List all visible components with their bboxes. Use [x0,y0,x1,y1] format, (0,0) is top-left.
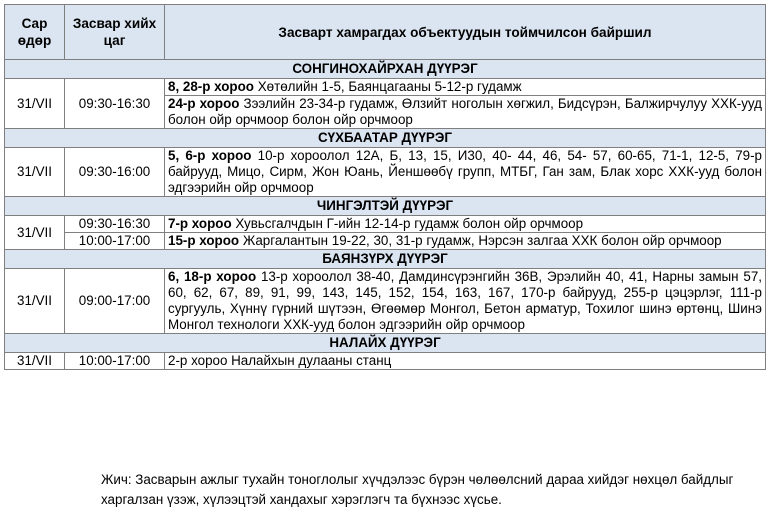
location-cell [165,233,766,250]
location-text: 10-р хороолол 12А, Б, 13, 15, И30, 40- 44, 46, 54- 57, 60-65, 71-1, 12-5, 79-р байрууд, Мицо, Сирм, Жон Юань, Йеншөөбү групп, МТБГ, Ган зам, Блак хорс ХХК-ууд болон эдгээрийн ойр орчмоор [168,148,762,195]
district-heading: СОНГИНОХАЙРХАН ДҮҮРЭГ [5,60,766,79]
location-cell [165,148,766,197]
time-cell: 10:00-17:00 [65,233,165,250]
time-cell: 09:30-16:30 [65,216,165,233]
table-row [5,148,766,197]
location-cell [165,216,766,233]
table-row [5,216,766,233]
location-cell [165,353,766,370]
khoroo-label: 5, 6-р хороо [168,148,252,163]
table-row [5,269,766,334]
time-cell: 09:00-17:00 [65,269,165,334]
time-cell: 09:30-16:30 [65,79,165,129]
header-row [5,5,766,60]
location-cell [165,269,766,334]
date-cell: 31/VII [5,216,65,250]
khoroo-label: 24-р хороо [168,96,240,111]
district-heading: БАЯНЗҮРХ ДҮҮРЭГ [5,250,766,269]
schedule-table [4,4,766,370]
location-text: Хувьсгалчдын Г-ийн 12-14-р гудамж болон ойр орчмоор [231,216,584,231]
header-time: Засвар хийх цаг [65,5,165,60]
khoroo-label: 8, 28-р хороо [168,79,254,94]
location-text: Зээлийн 23-34-р гудамж, Өлзийт ноголын хөгжил, Бидсүрэн, Балжирчулуу ХХК-ууд болон ойр орчмоор болон ойр орчмоор [168,96,762,127]
time-cell: 10:00-17:00 [65,353,165,370]
khoroo-label: 6, 18-р хороо [168,269,257,284]
location-cell [165,79,766,96]
header-date: Сар өдөр [5,5,65,60]
khoroo-label: 15-р хороо [168,233,240,248]
khoroo-label: 7-р хороо [168,216,232,231]
time-cell: 09:30-16:00 [65,148,165,197]
location-text: 13-р хороолол 38-40, Дамдинсүрэнгийн 36В, Эрэлийн 40, 41, Нарны замын 57, 60, 62, 67, 89, 91, 99, 143, 145, 152, 154, 163, 167, 170-р байрууд, 255-р цэцэрлэг, 111-р сургууль, Хүннү гүрний шүтээн, Өгөөмөр Монгол, Бетон арматур, Тохилог шинэ өртөнц, Шинэ Монгол технологи ХХК-ууд болон эдгээрийн ойр орчмоор [168,269,762,332]
district-heading: НАЛАЙХ ДҮҮРЭГ [5,334,766,353]
date-cell: 31/VII [5,353,65,370]
district-heading: СҮХБААТАР ДҮҮРЭГ [5,129,766,148]
date-cell: 31/VII [5,148,65,197]
location-cell [165,96,766,129]
table-row [5,233,766,250]
location-text: Жаргалантын 19-22, 30, 31-р гудамж, Нэрсэн залгаа ХХК болон ойр орчмоор [239,233,722,248]
date-cell: 31/VII [5,269,65,334]
date-cell: 31/VII [5,79,65,129]
district-heading: ЧИНГЭЛТЭЙ ДҮҮРЭГ [5,197,766,216]
location-text: 2-р хороо Налайхын дулааны станц [168,353,392,368]
footnote: Жич: Засварын ажлыг тухайн тоноглолыг хүчдэлээс бүрэн чөлөөлсний дараа хийдэг нөхцөл байдлыг харгалзан үзэж, хүлээцтэй хандахыг хэрэглэгч та бүхнээс хүсье. [101,472,734,507]
header-location: Засварт хамрагдах объектуудын тоймчилсон байршил [165,5,766,60]
table-row [5,79,766,96]
location-text: Хөтөлийн 1-5, Баянцагааны 5-12-р гудамж [253,79,522,94]
table-row [5,353,766,370]
